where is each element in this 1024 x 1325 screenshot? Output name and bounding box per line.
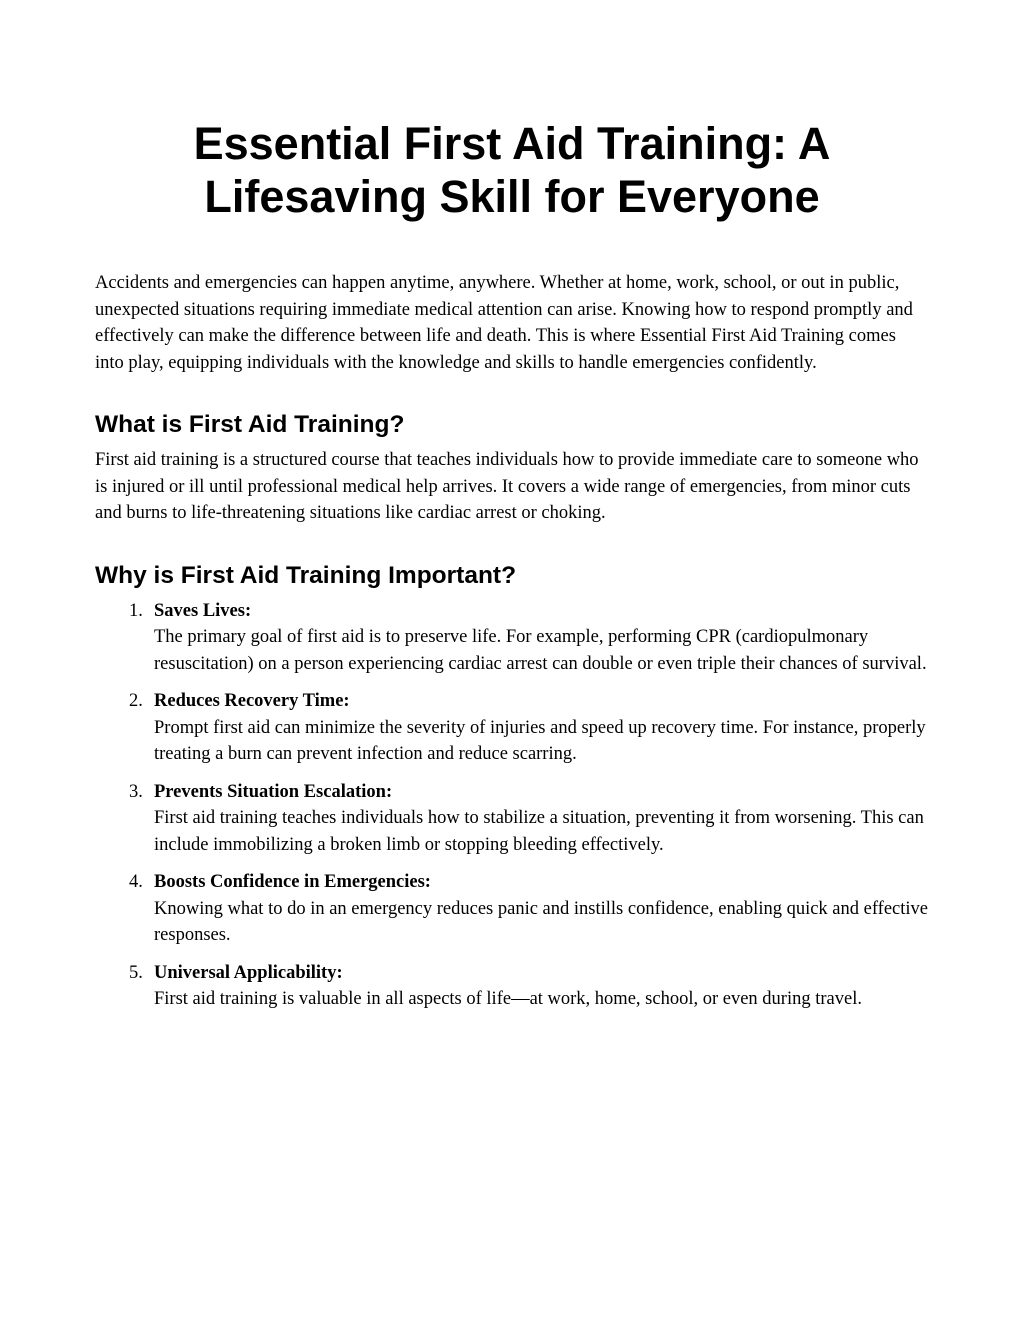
document-title: Essential First Aid Training: A Lifesaving Skill for Everyone (193, 118, 831, 222)
list-item-number: 4. (129, 872, 143, 892)
list-item (95, 869, 929, 949)
intro-paragraph: Accidents and emergencies can happen anytime, anywhere. Whether at home, work, school, or out in public, unexpected situations requiring immediate medical attention can arise. Knowing how to respond promptly and effectively can make the difference between life and death. This is where Essential First Aid Training comes into play, equipping individuals with the knowledge and skills to handle emergencies confidently. (95, 273, 913, 373)
list-item-title: Universal Applicability: (154, 962, 343, 983)
list-item-number: 1. (129, 600, 143, 621)
list-item-number: 5. (129, 962, 143, 983)
list-item (95, 688, 929, 768)
list-item-title: Saves Lives: (154, 600, 252, 621)
reasons-list (95, 598, 929, 1013)
list-item (95, 598, 929, 678)
list-item-text: First aid training is valuable in all aspects of life—at work, home, school, or even during travel. (154, 989, 862, 1009)
section-heading-what-is: What is First Aid Training? (95, 411, 405, 438)
list-item-text: First aid training teaches individuals how to stabilize a situation, preventing it from worsening. This can include immobilizing a broken limb or stopping bleeding effectively. (154, 808, 924, 855)
list-item-text: The primary goal of first aid is to preserve life. For example, performing CPR (cardiopulmonary resuscitation) on a person experiencing cardiac arrest can double or even triple their chances of survival. (154, 627, 927, 674)
section-heading-why-important: Why is First Aid Training Important? (95, 561, 517, 589)
list-item-text: Knowing what to do in an emergency reduces panic and instills confidence, enabling quick and effective responses. (154, 898, 929, 945)
list-item-title: Reduces Recovery Time: (154, 691, 350, 711)
list-item (95, 960, 929, 1013)
list-item-title: Prevents Situation Escalation: (154, 781, 393, 802)
section-body-what-is: First aid training is a structured course that teaches individuals how to provide immediate care to someone who is injured or ill until professional medical help arrives. It covers a wide range of emergencies, from minor cuts and burns to life-threatening situations like cardiac arrest or choking. (95, 450, 919, 523)
list-item-title: Boosts Confidence in Emergencies: (154, 872, 431, 892)
list-item-number: 3. (129, 781, 143, 802)
list-item (95, 779, 929, 859)
list-item-number: 2. (129, 691, 143, 711)
list-item-text: Prompt first aid can minimize the severity of injuries and speed up recovery time. For instance, properly treating a burn can prevent infection and reduce scarring. (154, 717, 926, 764)
